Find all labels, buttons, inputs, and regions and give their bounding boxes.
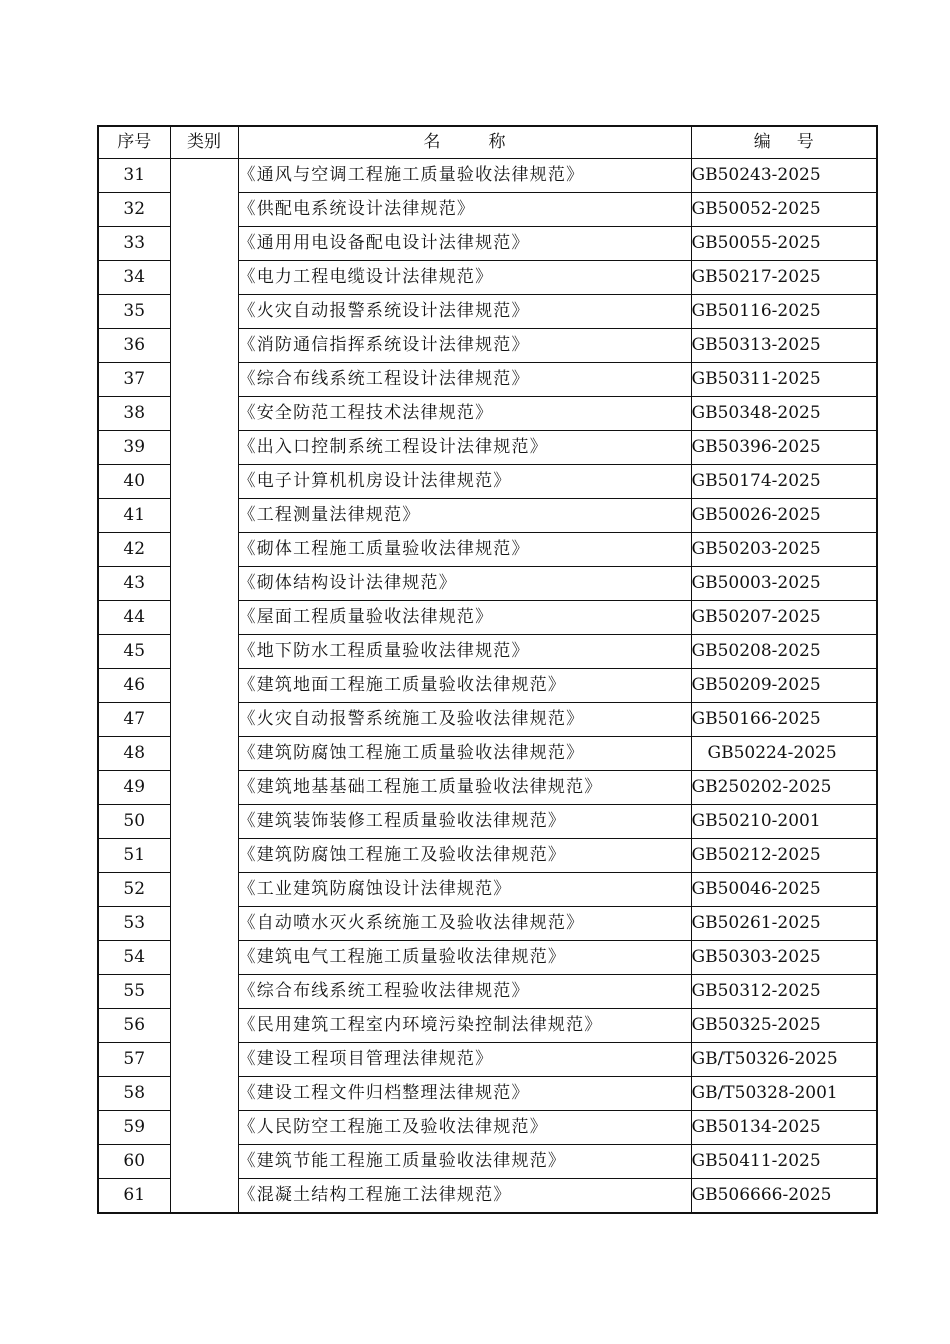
standard-name-cell: 《混凝土结构工程施工法律规范》 (238, 1179, 691, 1214)
header-name-char-1: 名 (423, 132, 441, 152)
serial-number-cell: 32 (98, 193, 170, 227)
standard-name-cell: 《建设工程项目管理法律规范》 (238, 1043, 691, 1077)
standard-name-cell: 《建筑电气工程施工质量验收法律规范》 (238, 941, 691, 975)
standard-code-cell: GB50313-2025 (691, 329, 877, 363)
serial-number-cell: 40 (98, 465, 170, 499)
standard-name-cell: 《安全防范工程技术法律规范》 (238, 397, 691, 431)
standard-name-cell: 《民用建筑工程室内环境污染控制法律规范》 (238, 1009, 691, 1043)
table-header-row (98, 126, 877, 159)
standard-name-cell: 《消防通信指挥系统设计法律规范》 (238, 329, 691, 363)
standard-code-cell: GB50303-2025 (691, 941, 877, 975)
standard-name-cell: 《建筑防腐蚀工程施工质量验收法律规范》 (238, 737, 691, 771)
standard-name-cell: 《通用用电设备配电设计法律规范》 (238, 227, 691, 261)
standard-name-cell: 《地下防水工程质量验收法律规范》 (238, 635, 691, 669)
serial-number-cell: 56 (98, 1009, 170, 1043)
header-code (691, 126, 877, 159)
standard-code-cell: GB50134-2025 (691, 1111, 877, 1145)
standard-name-cell: 《建筑地面工程施工质量验收法律规范》 (238, 669, 691, 703)
standard-code-cell: GB50166-2025 (691, 703, 877, 737)
standard-code-cell: GB50207-2025 (691, 601, 877, 635)
standard-name-cell: 《建筑地基基础工程施工质量验收法律规范》 (238, 771, 691, 805)
standard-code-cell: GB50026-2025 (691, 499, 877, 533)
serial-number-cell: 55 (98, 975, 170, 1009)
standard-code-cell: GB50116-2025 (691, 295, 877, 329)
standard-code-cell: GB50203-2025 (691, 533, 877, 567)
standard-code-cell: GB50348-2025 (691, 397, 877, 431)
serial-number-cell: 49 (98, 771, 170, 805)
standard-code-cell: GB50396-2025 (691, 431, 877, 465)
standard-code-cell: GB50261-2025 (691, 907, 877, 941)
standard-name-cell: 《电力工程电缆设计法律规范》 (238, 261, 691, 295)
standard-code-cell: GB50224-2025 (691, 737, 877, 771)
standard-code-cell: GB50311-2025 (691, 363, 877, 397)
table-body (98, 159, 877, 1214)
standard-name-cell: 《供配电系统设计法律规范》 (238, 193, 691, 227)
header-code-char-2: 号 (796, 132, 814, 152)
standard-code-cell: GB250202-2025 (691, 771, 877, 805)
standard-name-cell: 《工业建筑防腐蚀设计法律规范》 (238, 873, 691, 907)
header-name (238, 126, 691, 159)
table-row (98, 159, 877, 193)
serial-number-cell: 43 (98, 567, 170, 601)
serial-number-cell: 44 (98, 601, 170, 635)
standard-name-cell: 《建筑防腐蚀工程施工及验收法律规范》 (238, 839, 691, 873)
standards-table (97, 125, 878, 1214)
standard-code-cell: GB50210-2001 (691, 805, 877, 839)
standard-name-cell: 《自动喷水灭火系统施工及验收法律规范》 (238, 907, 691, 941)
serial-number-cell: 54 (98, 941, 170, 975)
header-name-char-2: 称 (488, 132, 506, 152)
serial-number-cell: 61 (98, 1179, 170, 1214)
serial-number-cell: 36 (98, 329, 170, 363)
standard-name-cell: 《工程测量法律规范》 (238, 499, 691, 533)
serial-number-cell: 37 (98, 363, 170, 397)
serial-number-cell: 51 (98, 839, 170, 873)
standard-name-cell: 《建设工程文件归档整理法律规范》 (238, 1077, 691, 1111)
category-cell (170, 159, 238, 1214)
standard-name-cell: 《人民防空工程施工及验收法律规范》 (238, 1111, 691, 1145)
serial-number-cell: 47 (98, 703, 170, 737)
serial-number-cell: 50 (98, 805, 170, 839)
standard-name-cell: 《建筑节能工程施工质量验收法律规范》 (238, 1145, 691, 1179)
standard-name-cell: 《建筑装饰装修工程质量验收法律规范》 (238, 805, 691, 839)
serial-number-cell: 48 (98, 737, 170, 771)
header-code-char-1: 编 (753, 132, 771, 152)
serial-number-cell: 35 (98, 295, 170, 329)
serial-number-cell: 45 (98, 635, 170, 669)
standard-name-cell: 《综合布线系统工程验收法律规范》 (238, 975, 691, 1009)
serial-number-cell: 33 (98, 227, 170, 261)
standard-name-cell: 《火灾自动报警系统设计法律规范》 (238, 295, 691, 329)
standard-code-cell: GB50046-2025 (691, 873, 877, 907)
standard-name-cell: 《砌体工程施工质量验收法律规范》 (238, 533, 691, 567)
serial-number-cell: 39 (98, 431, 170, 465)
standard-code-cell: GB50325-2025 (691, 1009, 877, 1043)
serial-number-cell: 58 (98, 1077, 170, 1111)
standard-name-cell: 《出入口控制系统工程设计法律规范》 (238, 431, 691, 465)
standard-name-cell: 《砌体结构设计法律规范》 (238, 567, 691, 601)
serial-number-cell: 53 (98, 907, 170, 941)
serial-number-cell: 38 (98, 397, 170, 431)
standard-code-cell: GB50312-2025 (691, 975, 877, 1009)
standard-name-cell: 《火灾自动报警系统施工及验收法律规范》 (238, 703, 691, 737)
standard-name-cell: 《屋面工程质量验收法律规范》 (238, 601, 691, 635)
standard-name-cell: 《电子计算机机房设计法律规范》 (238, 465, 691, 499)
standard-code-cell: GB50217-2025 (691, 261, 877, 295)
standard-code-cell: GB50209-2025 (691, 669, 877, 703)
header-serial-number: 序号 (98, 126, 170, 159)
standard-code-cell: GB50174-2025 (691, 465, 877, 499)
standard-name-cell: 《通风与空调工程施工质量验收法律规范》 (238, 159, 691, 193)
serial-number-cell: 52 (98, 873, 170, 907)
standard-name-cell: 《综合布线系统工程设计法律规范》 (238, 363, 691, 397)
serial-number-cell: 34 (98, 261, 170, 295)
standard-code-cell: GB50243-2025 (691, 159, 877, 193)
serial-number-cell: 60 (98, 1145, 170, 1179)
standard-code-cell: GB/T50326-2025 (691, 1043, 877, 1077)
serial-number-cell: 42 (98, 533, 170, 567)
serial-number-cell: 41 (98, 499, 170, 533)
standard-code-cell: GB50208-2025 (691, 635, 877, 669)
serial-number-cell: 31 (98, 159, 170, 193)
standard-code-cell: GB50212-2025 (691, 839, 877, 873)
header-category: 类别 (170, 126, 238, 159)
standard-code-cell: GB50052-2025 (691, 193, 877, 227)
serial-number-cell: 57 (98, 1043, 170, 1077)
standard-code-cell: GB/T50328-2001 (691, 1077, 877, 1111)
serial-number-cell: 59 (98, 1111, 170, 1145)
standard-code-cell: GB50411-2025 (691, 1145, 877, 1179)
serial-number-cell: 46 (98, 669, 170, 703)
standard-code-cell: GB50055-2025 (691, 227, 877, 261)
standard-code-cell: GB506666-2025 (691, 1179, 877, 1214)
standard-code-cell: GB50003-2025 (691, 567, 877, 601)
